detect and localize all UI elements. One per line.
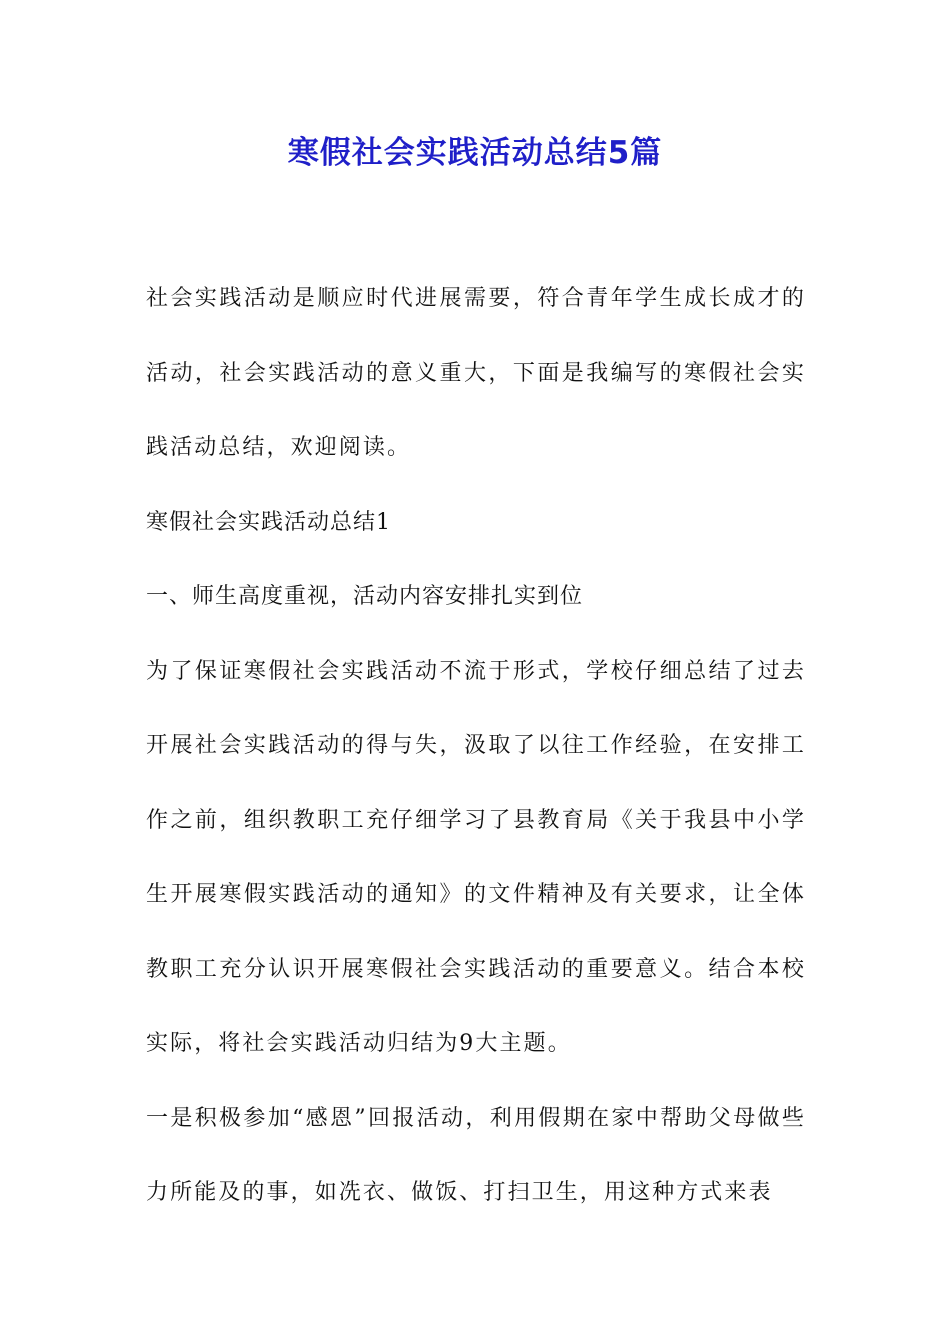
body-paragraph: 为了保证寒假社会实践活动不流于形式，学校仔细总结了过去开展社会实践活动的得与失，汲取了以往工作经验，在安排工作之前，组织教职工充仔细学习了县教育局《关于我县中小学生开展寒假实践活动的通知》的文件精神及有关要求，让全体教职工充分认识开展寒假社会实践活动的重要意义。结合本校实际，将社会实践活动归结为9大主题。 [146,658,806,1056]
document-title: 寒假社会实践活动总结5篇 [287,135,663,171]
intro-paragraph: 社会实践活动是顺应时代进展需要，符合青年学生成长成才的活动，社会实践活动的意义重大，下面是我编写的寒假社会实践活动总结，欢迎阅读。 [146,286,806,460]
section-heading: 寒假社会实践活动总结1 [146,509,391,535]
subsection-heading: 一、师生高度重视，活动内容安排扎实到位 [146,584,584,609]
document-body [146,262,806,1231]
body-paragraph-continued: 一是积极参加“感恩”回报活动，利用假期在家中帮助父母做些力所能及的事，如冼衣、做饭、打扫卫生，用这种方式来表 [146,1105,806,1205]
